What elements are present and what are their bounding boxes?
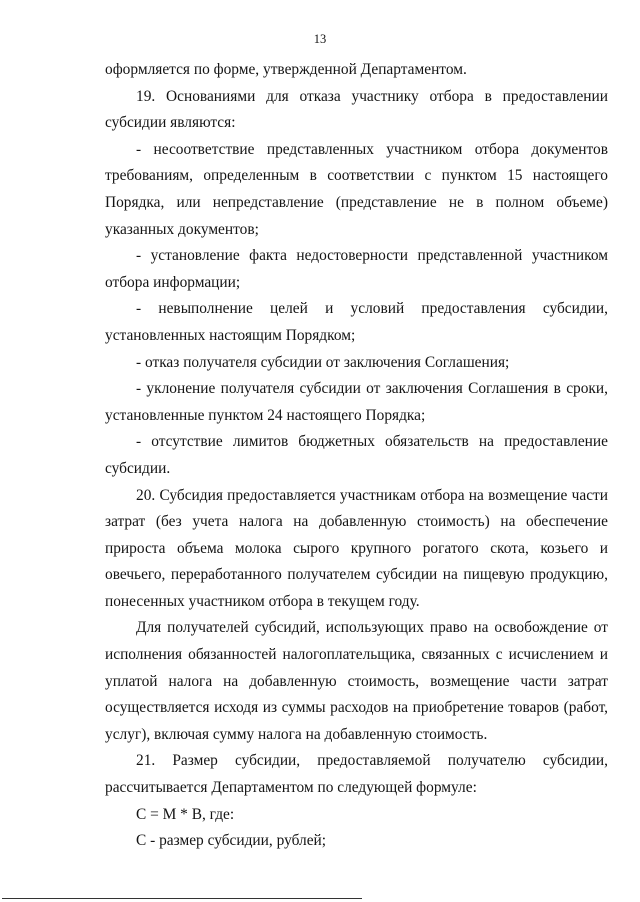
document-body (105, 57, 608, 855)
list-item-agreement-evasion: - уклонение получателя субсидии от заключения Соглашения в сроки, установленные пунктом 24 настоящего Порядка; (105, 380, 608, 424)
paragraph-vat-exemption: Для получателей субсидий, использующих право на освобождение от исполнения обязанностей налогоплательщика, связанных с исчислением и уплатой налога на добавленную стоимость, возмещение части затрат осуществляется исходя из суммы расходов на приобретение товаров (работ, услуг), включая сумму налога на добавленную стоимость. (105, 619, 608, 743)
paragraph-item-20: 20. Субсидия предоставляется участникам отбора на возмещение части затрат (без учета налога на добавленную стоимость) на обеспечение прироста объема молока сырого крупного рогатого скота, козьего и овечьего, переработанного получателем субсидии на пищевую продукцию, понесенных участником отбора в текущем году. (105, 486, 608, 610)
list-item-unreliable-info: - установление факта недостоверности представленной участником отбора информации; (105, 247, 608, 291)
list-item-goals-not-met: - невыполнение целей и условий предоставления субсидии, установленных настоящим Порядком; (105, 300, 608, 344)
bottom-rule (2, 898, 362, 899)
paragraph-continuation: оформляется по форме, утвержденной Департаментом. (105, 61, 467, 78)
formula: С = М * В, где: (136, 805, 235, 823)
formula-definition: С - размер субсидии, рублей; (136, 832, 327, 850)
page-number: 13 (313, 32, 327, 46)
list-item-no-budget-limits: - отсутствие лимитов бюджетных обязательств на предоставление субсидии. (105, 433, 608, 477)
list-item-agreement-refusal: - отказ получателя субсидии от заключения Соглашения; (136, 353, 510, 371)
list-item-document-mismatch: - несоответствие представленных участником отбора документов требованиям, определенным в соответствии с пунктом 15 настоящего Порядка, или непредставление (представление не в полном объеме) указанных документов; (105, 140, 608, 238)
paragraph-item-19: 19. Основаниями для отказа участнику отбора в предоставлении субсидии являются: (105, 87, 608, 132)
paragraph-item-21: 21. Размер субсидии, предоставляемой получателю субсидии, рассчитывается Департаментом по следующей формуле: (105, 752, 608, 797)
